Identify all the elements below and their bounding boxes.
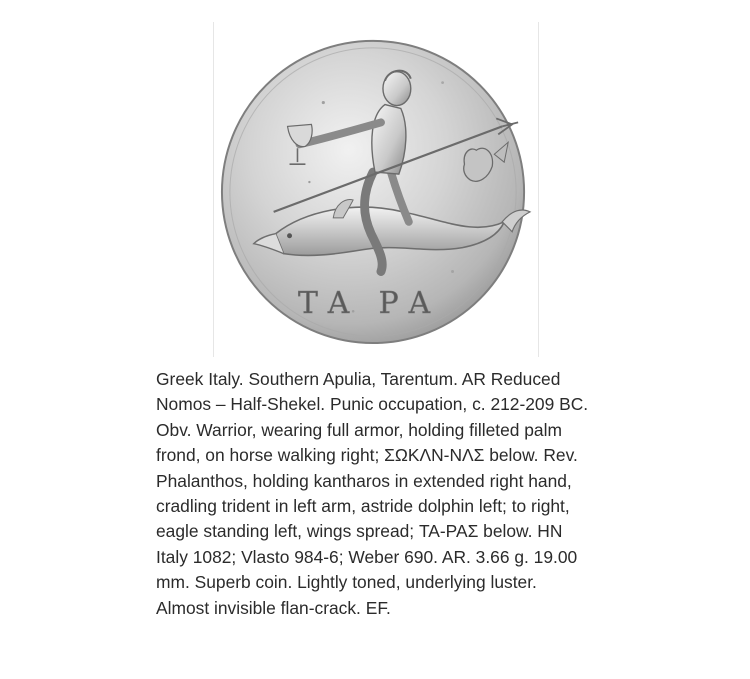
coin-image — [213, 22, 539, 357]
coin-description: Greek Italy. Southern Apulia, Tarentum. AR Reduced Nomos – Half-Shekel. Punic occupation, c. 212-209 BC. Obv. Warrior, wearing full armor, holding filleted palm frond, on horse walking right; ΣΩΚΛΝ-ΝΛΣ below. Rev. Phalanthos, holding kantharos in extended right hand, cradling trident in left arm, astride dolphin left; to right, eagle standing left, wings spread; ΤΑ-ΡΑΣ below. HN Italy 1082; Vlasto 984-6; Weber 690. AR. 3.66 g. 19.00 mm. Superb coin. Lightly toned, underlying luster. Almost invisible flan-crack. EF. — [156, 369, 589, 618]
coin-legend: ΤΑ ΡΑ — [297, 286, 441, 322]
coin-photo-icon — [214, 22, 538, 357]
